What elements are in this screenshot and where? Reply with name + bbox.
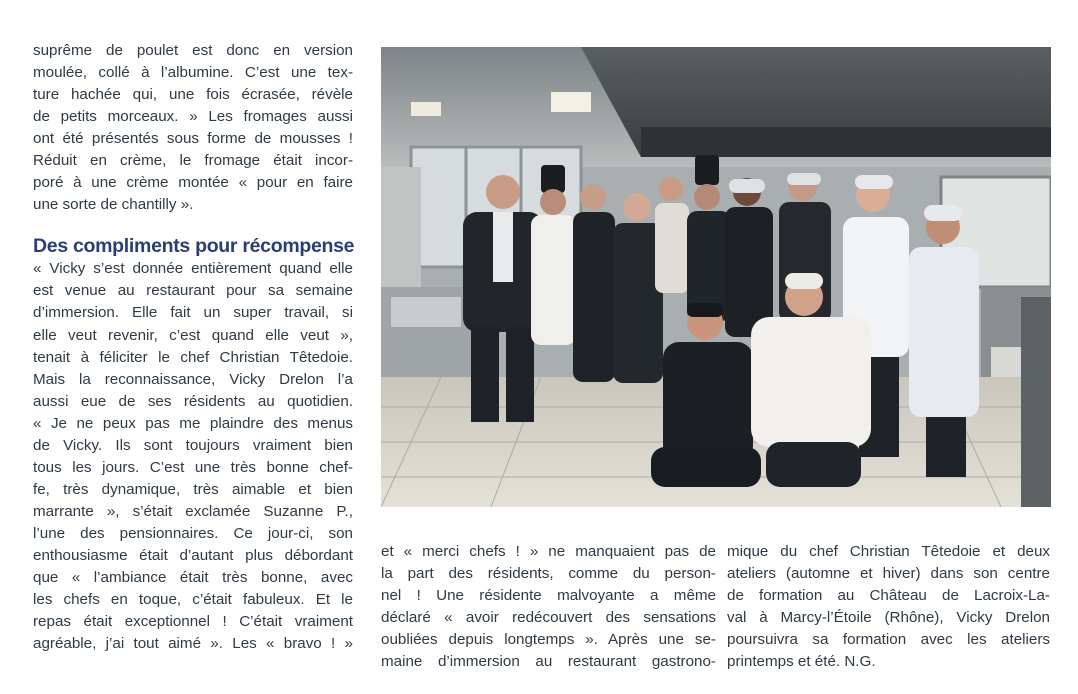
text-line: elle veut revenir, c’est quand elle veut », bbox=[33, 326, 353, 344]
text-line: enthousiasme était d’autant plus débordant bbox=[33, 546, 353, 564]
text-line: d’immersion. Elle fait un super travail, si bbox=[33, 304, 353, 322]
text-line: printemps et été. N.G. bbox=[727, 653, 876, 671]
text-line: « Je ne peux pas me plaindre des menus bbox=[33, 414, 353, 432]
text-line: la part des résidents, comme du person- bbox=[381, 565, 716, 583]
paragraph-2 bbox=[33, 258, 353, 655]
text-line: est venue au restaurant pour sa semaine bbox=[33, 282, 353, 300]
text-line: que « l’ambiance était très bonne, avec bbox=[33, 569, 353, 587]
text-line: l’une des pensionnaires. Ce jour-ci, son bbox=[33, 524, 353, 542]
text-line: Réduit en crème, le fromage était incor- bbox=[33, 152, 353, 170]
text-line: oubliées depuis longtemps ». Après une se- bbox=[381, 631, 716, 649]
text-line: de Vicky. Ils sont toujours vraiment bien bbox=[33, 436, 353, 454]
text-line: maine d’immersion au restaurant gastrono- bbox=[381, 653, 716, 671]
article-column-right bbox=[727, 541, 1050, 673]
text-line: ont été présentés sous forme de mousses ! bbox=[33, 130, 353, 148]
section-heading: Des compliments pour récompense bbox=[33, 235, 355, 258]
text-line: tous les jours. C’est une très bonne chef- bbox=[33, 458, 353, 476]
text-line: aussi eue de ses résidents au quotidien. bbox=[33, 392, 353, 410]
text-line: de formation au Château de Lacroix-La- bbox=[727, 587, 1050, 605]
kitchen-team-photo bbox=[381, 47, 1051, 507]
text-line: suprême de poulet est donc en version bbox=[33, 42, 353, 59]
text-line: moulée, collé à l’albumine. C’est une tex- bbox=[33, 64, 353, 82]
text-line: marrante », s’était exclamée Suzanne P., bbox=[33, 502, 353, 520]
text-line: ateliers (automne et hiver) dans son centre bbox=[727, 565, 1050, 583]
text-line: poursuivra sa formation avec les ateliers bbox=[727, 631, 1050, 649]
article-column-middle bbox=[381, 541, 716, 673]
text-line: val à Marcy-l’Étoile (Rhône), Vicky Drelon bbox=[727, 609, 1050, 627]
text-line: Mais la reconnaissance, Vicky Drelon l’a bbox=[33, 370, 353, 388]
text-line: tenait à féliciter le chef Christian Têtedoie. bbox=[33, 348, 353, 366]
text-line: et « merci chefs ! » ne manquaient pas de bbox=[381, 543, 716, 560]
text-line: repas était exceptionnel ! C’était vraiment bbox=[33, 613, 353, 631]
text-line: de petits morceaux. » Les fromages aussi bbox=[33, 108, 353, 126]
text-line: fe, très dynamique, très aimable et bien bbox=[33, 480, 353, 498]
text-line: poré à une crème montée « pour en faire bbox=[33, 174, 353, 192]
text-line: nel ! Une résidente malvoyante a même bbox=[381, 587, 716, 605]
text-line: une sorte de chantilly ». bbox=[33, 196, 194, 214]
paragraph-3 bbox=[381, 541, 716, 673]
text-line: déclaré « avoir redécouvert des sensations bbox=[381, 609, 716, 627]
article-column-left bbox=[33, 40, 353, 655]
text-line: « Vicky s’est donnée entièrement quand elle bbox=[33, 260, 353, 278]
paragraph-1 bbox=[33, 40, 353, 216]
text-line: agréable, j’ai tout aimé ». Les « bravo ! » bbox=[33, 635, 353, 653]
text-line: ture hachée qui, une fois écrasée, révèle bbox=[33, 86, 353, 104]
paragraph-4 bbox=[727, 541, 1050, 673]
text-line: mique du chef Christian Têtedoie et deux bbox=[727, 543, 1050, 560]
text-line: les chefs en toque, c’était fabuleux. Et le bbox=[33, 591, 353, 609]
